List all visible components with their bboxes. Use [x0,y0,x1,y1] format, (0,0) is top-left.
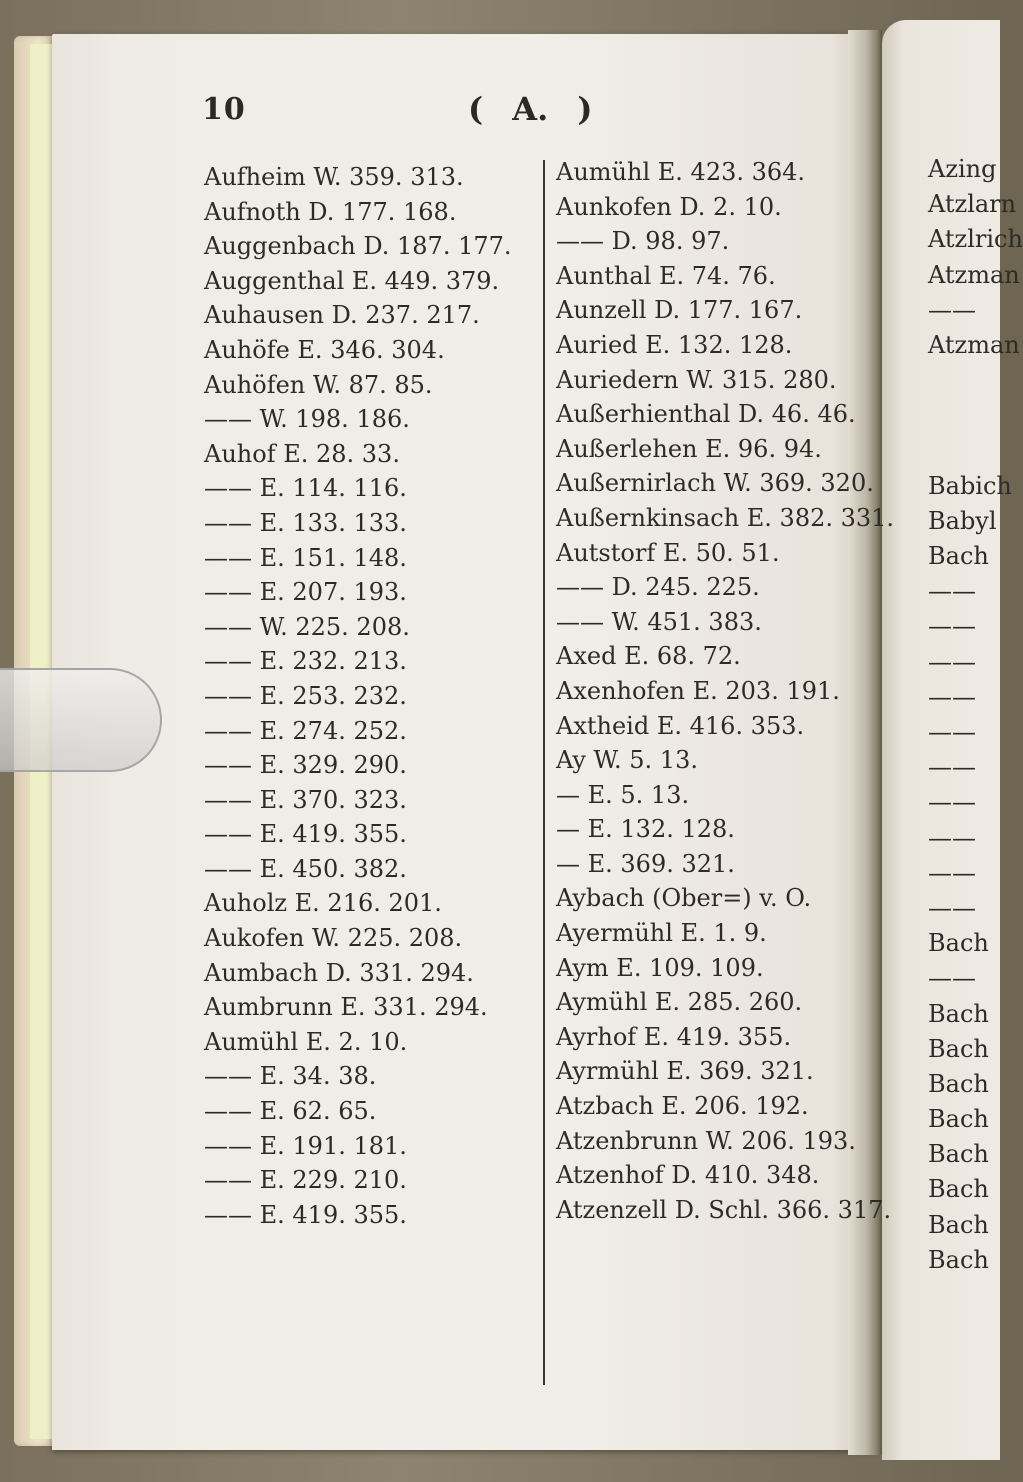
fragment-entry: Babyl [928,506,997,535]
index-entry: —— E. 450. 382. [204,854,407,883]
index-entry: —— W. 451. 383. [556,607,762,636]
fragment-entry: —— [928,718,976,746]
fragment-entry: Atzlrich [928,225,1023,254]
fragment-entry: —— [928,858,976,887]
index-entry: —— D. 245. 225. [556,573,760,602]
index-entry: —— E. 114. 116. [204,474,407,503]
index-entry: —— E. 419. 355. [204,1200,407,1229]
index-entry: Auhöfe E. 346. 304. [204,335,445,364]
fragment-entry: —— [928,823,976,852]
index-entry: Auhof E. 28. 33. [204,439,400,468]
index-entry: Auriedern W. 315. 280. [556,365,837,394]
fragment-entry: —— [928,788,976,817]
index-entry: — E. 369. 321. [556,849,735,878]
index-entry: Ay W. 5. 13. [556,746,698,775]
fragment-entry: Bach [928,1245,989,1274]
index-entry: —— W. 225. 208. [204,612,410,641]
fragment-entry: —— [928,893,976,922]
index-entry: Atzenhof D. 410. 348. [556,1161,820,1190]
index-column-left [204,160,512,1232]
index-entry: Aybach (Ober=) v. O. [556,884,812,913]
index-entry: Aunzell D. 177. 167. [556,296,803,325]
fragment-entry: Bach [928,1175,989,1204]
index-column-right [556,155,894,1227]
index-entry: Auggenthal E. 449. 379. [204,266,500,295]
index-entry: Axed E. 68. 72. [556,642,741,671]
index-entry: — E. 132. 128. [556,815,735,844]
index-entry: Aymühl E. 285. 260. [556,988,803,1017]
index-entry: Auggenbach D. 187. 177. [204,232,512,261]
fragment-entry: —— [928,682,976,711]
fragment-entry: Bach [928,929,989,958]
index-entry: Axtheid E. 416. 353. [556,711,805,740]
index-entry: Auholz E. 216. 201. [204,889,442,918]
fragment-entry [928,363,1000,398]
fragment-entry: Bach [928,1069,989,1098]
fragment-entry: —— [928,612,976,641]
index-entry: Aym E. 109. 109. [556,953,764,982]
index-entry: Aufheim W. 359. 313. [204,163,464,191]
index-entry: Aufnoth D. 177. 168. [204,197,457,226]
fragment-entry: Atzlarn [928,190,1017,219]
index-entry: —— D. 98. 97. [556,227,730,256]
fragment-entry [928,434,1000,469]
fragment-entry: Bach [928,1105,989,1134]
fragment-entry: —— [928,647,976,676]
index-entry: —— E. 419. 355. [204,820,407,849]
index-entry: —— E. 274. 252. [204,716,407,745]
section-header: ( A. ) [468,90,593,128]
index-entry: Atzenbrunn W. 206. 193. [556,1126,856,1155]
fragment-entry: —— [928,295,976,324]
index-entry: Ayrhof E. 419. 355. [556,1022,792,1051]
index-entry: Ayermühl E. 1. 9. [556,919,767,948]
fragment-entry: Bach [928,1034,989,1063]
index-entry: Aunthal E. 74. 76. [556,261,776,290]
index-entry: Außerlehen E. 96. 94. [556,434,822,463]
index-entry: —— E. 34. 38. [204,1062,377,1091]
index-entry: —— E. 329. 290. [204,751,407,780]
index-entry: — E. 5. 13. [556,780,690,809]
index-entry: Aunkofen D. 2. 10. [556,192,782,221]
index-entry: Axenhofen E. 203. 191. [556,676,840,705]
fragment-entry: Babich [928,471,1012,500]
index-entry: Außernirlach W. 369. 320. [556,469,874,498]
index-entry: —— W. 198. 186. [204,405,410,434]
fragment-entry: Azing [928,155,997,183]
index-entry: Aumbach D. 331. 294. [204,958,474,987]
index-entry: Auhausen D. 237. 217. [204,301,480,330]
index-entry: —— E. 232. 213. [204,647,407,676]
index-entry: —— E. 62. 65. [204,1097,377,1126]
index-entry: —— E. 253. 232. [204,681,407,710]
index-entry: Aumühl E. 423. 364. [556,158,806,186]
page-number: 10 [202,92,246,127]
fragment-entry: Atzman [928,330,1020,359]
index-entry: Ayrmühl E. 369. 321. [556,1057,814,1086]
fragment-entry: Bach [928,999,989,1028]
index-entry: —— E. 151. 148. [204,543,407,572]
fragment-entry: Atzman [928,260,1020,289]
index-entry: —— E. 370. 323. [204,785,407,814]
next-page-fragment [928,152,1023,1278]
index-entry: Aumühl E. 2. 10. [204,1027,408,1056]
index-entry: —— E. 133. 133. [204,508,407,537]
fragment-entry: —— [928,577,976,606]
index-entry: —— E. 191. 181. [204,1131,407,1160]
index-entry: Aukofen W. 225. 208. [204,924,463,953]
index-entry: Auhöfen W. 87. 85. [204,370,433,399]
index-entry: Atzbach E. 206. 192. [556,1092,809,1121]
index-entry: Außernkinsach E. 382. 331. [556,503,895,532]
column-divider [543,160,545,1385]
page-clip [0,668,162,772]
index-entry: Außerhienthal D. 46. 46. [556,400,856,429]
index-entry: —— E. 229. 210. [204,1166,407,1195]
index-entry: Auried E. 132. 128. [556,330,793,359]
fragment-entry [928,398,1000,433]
index-entry: —— E. 207. 193. [204,578,407,607]
index-entry: Atzenzell D. Schl. 366. 317. [556,1195,892,1224]
fragment-entry: Bach [928,1140,989,1169]
fragment-entry: Bach [928,1210,989,1239]
fragment-entry: —— [928,753,976,782]
fragment-entry: Bach [928,542,989,571]
index-entry: Aumbrunn E. 331. 294. [204,993,488,1022]
fragment-entry: —— [928,964,976,993]
index-entry: Autstorf E. 50. 51. [556,538,780,567]
